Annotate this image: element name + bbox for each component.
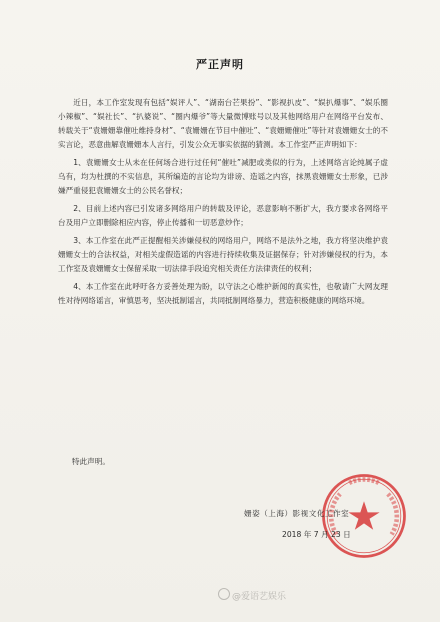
company-name: 姗姿（上海）影视文化工作室 (244, 509, 350, 518)
paragraph-2: 2、目前上述内容已引发诸多网络用户的转载及评论，恶意影响不断扩大，我方要求各网络平台及用户立即删除相应内容，停止传播和一切恶意炒作； (58, 204, 388, 227)
paragraph-4: 4、本工作室在此呼吁各方妥善处理为盼，以守法之心维护新闻的真实性，也敬请广大网友理性对待网络谣言，审慎思考，坚决抵制谣言，共同抵制网络暴力，营造积极健康的网络环境。 (58, 282, 388, 305)
document-title: 严正声明 (196, 58, 244, 71)
weibo-icon (218, 588, 230, 600)
paragraph-intro: 近日，本工作室发现有包括“娱评人”、“湖南台芒果扮”、“影视扒皮”、“娱扒爆事”、“娱乐圈小辣椒”、“娱社长”、“扒婆说”、“圈内爆爷”等大量微博账号以及其他网络用户在网络平台发布、转载关于“袁姗姗靠催吐维持身材”、“袁姗姗在节目中催吐”、“袁姗姗催吐”等针对袁姗姗女士的不实言论，恶意曲解袁姗姗本人言行，引发公众无事实依据的猜测。本工作室严正声明如下： (58, 98, 388, 149)
closing-text: 特此声明。 (72, 457, 110, 466)
paragraph-3: 3、本工作室在此严正提醒相关涉嫌侵权的网络用户，网络不是法外之地，我方将坚决维护袁姗姗女士的合法权益，对相关虚假造谣的内容进行持续收集及证据保存；针对涉嫌侵权的行为，本工作室及袁姗姗女士保留采取一切法律手段追究相关责任方法律责任的权利； (58, 236, 388, 273)
weibo-watermark (218, 588, 286, 602)
document-body (58, 96, 388, 312)
watermark-text: @爱语艺娱乐 (232, 592, 287, 602)
paragraph-1: 1、袁姗姗女士从未在任何场合进行过任何“催吐”减肥或类似的行为，上述网络言论纯属子虚乌有，均为杜撰的不实信息，其所编造的言论均为诽谤、造谣之内容，抹黑袁姗姗女士形象，已涉嫌严重侵犯袁姗姗女士的公民名誉权； (58, 158, 388, 195)
statement-date: 2018 年 7 月 23 日 (282, 530, 351, 539)
